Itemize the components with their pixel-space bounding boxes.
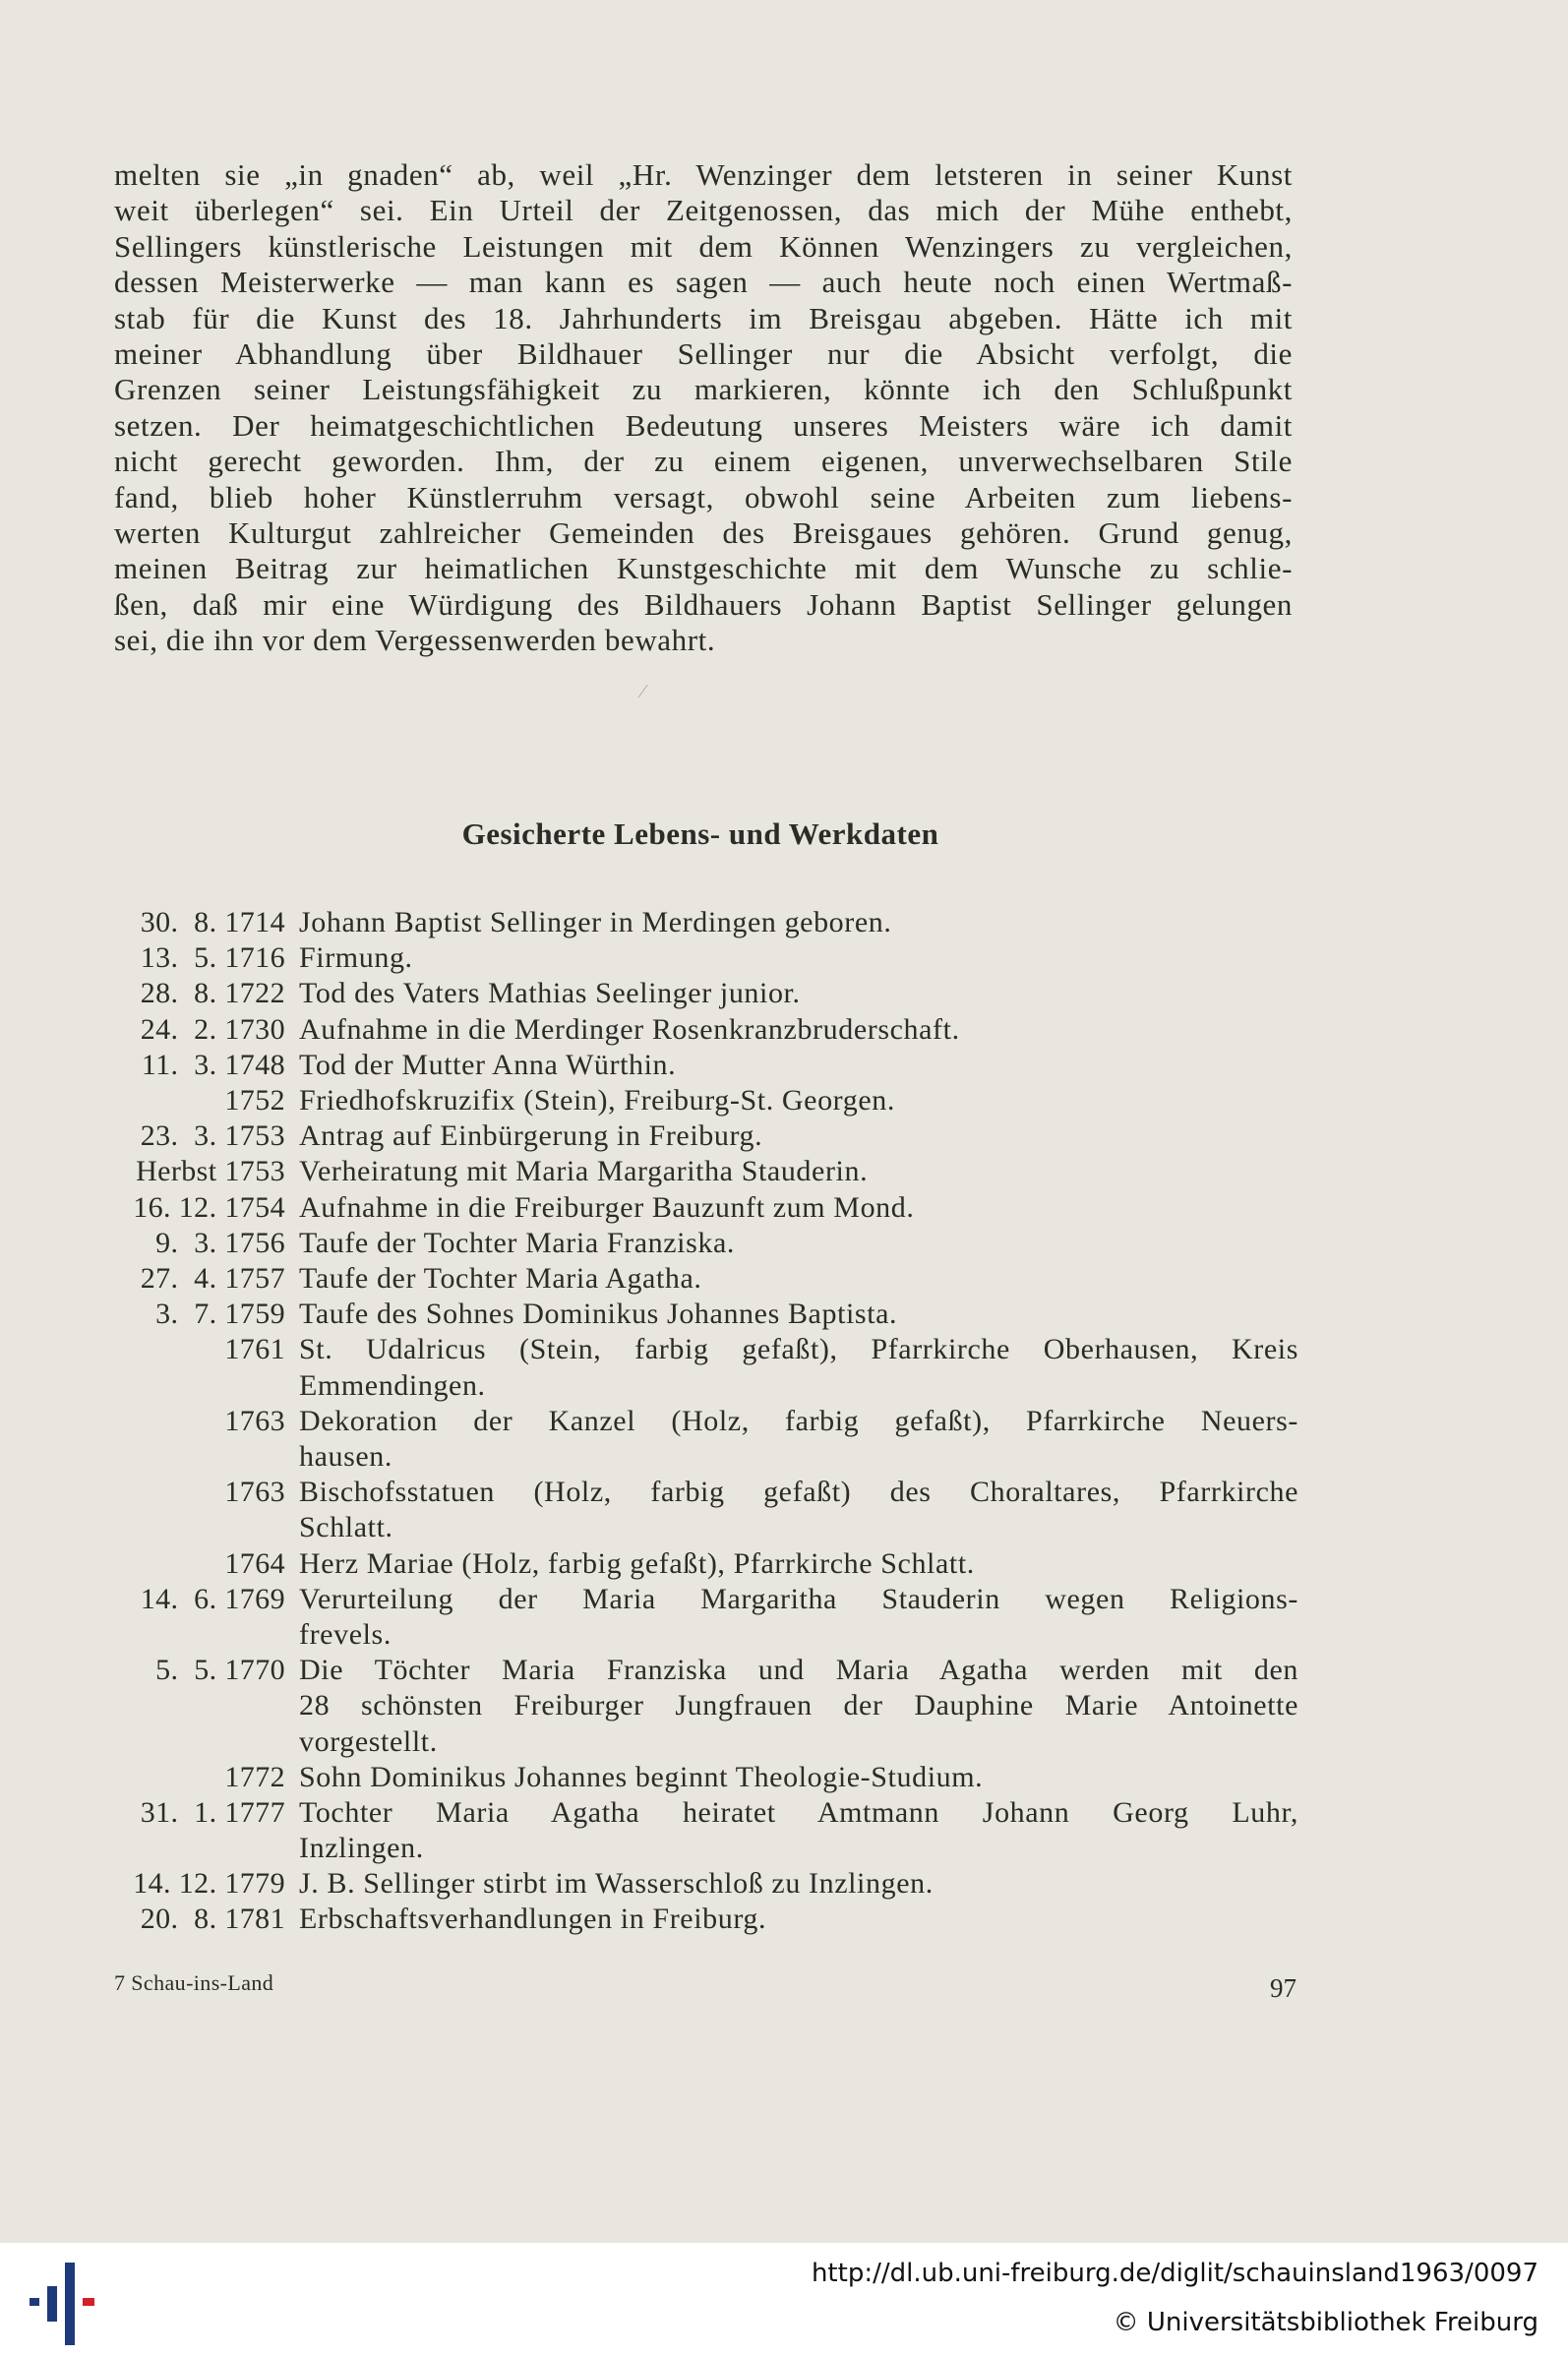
entry-text-line: Schlatt. (299, 1511, 393, 1544)
entry-text-line: Verheiratung mit Maria Margaritha Stauderin. (299, 1155, 869, 1188)
entry-date: 3. 7. 1759 (155, 1298, 285, 1331)
entry-date: 28. 8. 1722 (140, 977, 285, 1010)
entry-text-line: Johann Baptist Sellinger in Merdingen geboren. (299, 906, 892, 938)
entry-date: 30. 8. 1714 (140, 906, 285, 938)
chronology-entry (108, 1154, 1298, 1189)
paragraph-line: setzen. Der heimatgeschichtlichen Bedeutung unseres Meisters wäre ich damit (114, 407, 1293, 443)
paragraph-line: sei, die ihn vor dem Vergessenwerden bewahrt. (114, 623, 716, 658)
chronology-entry (108, 1866, 1298, 1902)
chronology-entry (108, 1118, 1298, 1154)
entry-text-line: Emmendingen. (299, 1368, 486, 1402)
entry-text-line: Inzlingen. (299, 1832, 424, 1865)
entry-text (285, 1404, 1298, 1475)
entry-text-line: Tod des Vaters Mathias Seelinger junior. (299, 977, 801, 1010)
chronology-entry (108, 1760, 1298, 1795)
chronology-entry (108, 1475, 1298, 1545)
entry-text (285, 1118, 1298, 1154)
entry-date: 11. 3. 1748 (141, 1048, 285, 1081)
entry-text-line: Aufnahme in die Freiburger Bauzunft zum Mond. (299, 1190, 915, 1224)
paragraph-line: stab für die Kunst des 18. Jahrhunderts im Breisgau abgeben. Hätte ich mit (114, 300, 1293, 335)
entry-date: 16. 12. 1754 (133, 1190, 285, 1224)
entry-text-line: hausen. (299, 1440, 393, 1473)
entry-text (285, 1475, 1298, 1545)
entry-text (285, 1083, 1298, 1118)
entry-text-line: Antrag auf Einbürgerung in Freiburg. (299, 1119, 763, 1153)
chronology-entry (108, 1190, 1298, 1226)
paragraph-line: werten Kulturgut zahlreicher Gemeinden des Breisgaues gehören. Grund genug, (114, 514, 1293, 550)
chronology-entry (108, 1653, 1298, 1760)
page-number: 97 (1270, 1973, 1297, 2003)
entry-text (285, 1261, 1298, 1297)
entry-text-line: J. B. Sellinger stirbt im Wasserschloß zu Inzlingen. (299, 1867, 934, 1901)
chronology-entry (108, 1546, 1298, 1582)
entry-text-line: Dekoration der Kanzel (Holz, farbig gefaßt), Pfarrkirche Neuers- (299, 1404, 1298, 1437)
chronology-entry (108, 905, 1298, 940)
entry-date: 1763 (224, 1404, 285, 1437)
entry-text-line: Aufnahme in die Merdinger Rosenkranzbruderschaft. (299, 1012, 960, 1046)
entry-text-line: Herz Mariae (Holz, farbig gefaßt), Pfarrkirche Schlatt. (299, 1546, 975, 1580)
entry-text (285, 1902, 1298, 1937)
entry-text (285, 1154, 1298, 1189)
entry-text (285, 1546, 1298, 1582)
entry-date: 20. 8. 1781 (140, 1903, 285, 1936)
entry-date: Herbst 1753 (136, 1155, 285, 1188)
paragraph-line: dessen Meisterwerke — man kann es sagen — auch heute noch einen Wertmaß- (114, 265, 1293, 300)
entry-date: 1752 (224, 1084, 285, 1118)
entry-text (285, 1297, 1298, 1332)
paragraph-line: weit überlegen“ sei. Ein Urteil der Zeitgenossen, das mich der Mühe enthebt, (114, 193, 1293, 228)
entry-text (285, 1332, 1298, 1403)
paragraph-line: Sellingers künstlerische Leistungen mit dem Können Wenzingers zu vergleichen, (114, 228, 1293, 264)
ub-freiburg-logo-icon (28, 2257, 100, 2347)
entry-text (285, 905, 1298, 940)
entry-text-line: Friedhofskruzifix (Stein), Freiburg-St. Georgen. (299, 1084, 895, 1118)
paragraph-line: nicht gerecht geworden. Ihm, der zu einem eigenen, unverwechselbaren Stile (114, 444, 1293, 479)
chronology-entry (108, 940, 1298, 976)
entry-date: 1761 (224, 1333, 285, 1366)
chronology-entry (108, 1226, 1298, 1261)
paragraph-line: meiner Abhandlung über Bildhauer Sellinger nur die Absicht verfolgt, die (114, 335, 1293, 371)
entry-date: 9. 3. 1756 (155, 1226, 285, 1259)
entry-text-line: Tochter Maria Agatha heiratet Amtmann Johann Georg Luhr, (299, 1795, 1298, 1829)
entry-text (285, 1048, 1298, 1083)
entry-text (285, 940, 1298, 976)
chronology-entry (108, 1795, 1298, 1866)
entry-date: 1763 (224, 1476, 285, 1509)
entry-date: 1772 (224, 1760, 285, 1793)
entry-text-line: Taufe der Tochter Maria Franziska. (299, 1226, 735, 1259)
entry-date: 14. 6. 1769 (140, 1582, 285, 1615)
entry-date: 14. 12. 1779 (133, 1867, 285, 1901)
signature-mark: 7 Schau-ins-Land (114, 1970, 274, 1995)
paragraph-line: fand, blieb hoher Künstlerruhm versagt, obwohl seine Arbeiten zum liebens- (114, 479, 1293, 514)
library-footer-bar (0, 2243, 1568, 2356)
entry-date: 13. 5. 1716 (140, 941, 285, 975)
copyright-notice: © Universitätsbibliothek Freiburg (1113, 2308, 1538, 2337)
paragraph-line: melten sie „in gnaden“ ab, weil „Hr. Wenzinger dem letsteren in seiner Kunst (114, 157, 1293, 192)
entry-text-line: vorgestellt. (299, 1724, 438, 1758)
entry-text-line: St. Udalricus (Stein, farbig gefaßt), Pfarrkirche Oberhausen, Kreis (299, 1333, 1298, 1366)
entry-text-line: Verurteilung der Maria Margaritha Stauderin wegen Religions- (299, 1582, 1298, 1615)
entry-text (285, 1866, 1298, 1902)
entry-text-line: frevels. (299, 1617, 392, 1651)
chronology-entry (108, 1332, 1298, 1403)
entry-text (285, 1795, 1298, 1866)
entry-text-line: 28 schönsten Freiburger Jungfrauen der Dauphine Marie Antoinette (299, 1689, 1298, 1722)
chronology-list (108, 905, 1298, 1938)
entry-text (285, 1582, 1298, 1653)
chronology-entry (108, 1048, 1298, 1083)
section-heading: Gesicherte Lebens- und Werkdaten (461, 816, 939, 851)
entry-date: 1764 (224, 1546, 285, 1580)
entry-date: 24. 2. 1730 (140, 1012, 285, 1046)
entry-text (285, 1226, 1298, 1261)
chronology-entry (108, 1083, 1298, 1118)
entry-text (285, 1190, 1298, 1226)
paragraph-line: ßen, daß mir eine Würdigung des Bildhauers Johann Baptist Sellinger gelungen (114, 586, 1293, 622)
entry-text (285, 1760, 1298, 1795)
permalink-url[interactable]: http://dl.ub.uni-freiburg.de/diglit/schauinsland1963/0097 (811, 2259, 1538, 2288)
entry-date: 23. 3. 1753 (140, 1119, 285, 1153)
entry-text (285, 976, 1298, 1011)
chronology-entry (108, 1404, 1298, 1475)
entry-text-line: Erbschaftsverhandlungen in Freiburg. (299, 1903, 767, 1936)
entry-text-line: Firmung. (299, 941, 413, 975)
entry-text (285, 1012, 1298, 1048)
paragraph-line: Grenzen seiner Leistungsfähigkeit zu markieren, könnte ich den Schlußpunkt (114, 372, 1293, 407)
entry-text-line: Bischofsstatuen (Holz, farbig gefaßt) des Choraltares, Pfarrkirche (299, 1476, 1298, 1509)
section-separator-mark: ⁄ (641, 681, 645, 702)
chronology-entry (108, 976, 1298, 1011)
body-paragraph (114, 157, 1293, 658)
entry-text-line: Die Töchter Maria Franziska und Maria Agatha werden mit den (299, 1654, 1298, 1687)
entry-date: 31. 1. 1777 (140, 1795, 285, 1829)
entry-text-line: Sohn Dominikus Johannes beginnt Theologie-Studium. (299, 1760, 984, 1793)
entry-text (285, 1653, 1298, 1760)
chronology-entry (108, 1902, 1298, 1937)
chronology-entry (108, 1582, 1298, 1653)
entry-date: 27. 4. 1757 (140, 1262, 285, 1296)
entry-text-line: Taufe der Tochter Maria Agatha. (299, 1262, 702, 1296)
entry-text-line: Taufe des Sohnes Dominikus Johannes Baptista. (299, 1298, 898, 1331)
entry-text-line: Tod der Mutter Anna Würthin. (299, 1048, 677, 1081)
entry-date: 5. 5. 1770 (155, 1654, 285, 1687)
paragraph-line: meinen Beitrag zur heimatlichen Kunstgeschichte mit dem Wunsche zu schlie- (114, 551, 1293, 586)
chronology-entry (108, 1012, 1298, 1048)
chronology-entry (108, 1297, 1298, 1332)
chronology-entry (108, 1261, 1298, 1297)
